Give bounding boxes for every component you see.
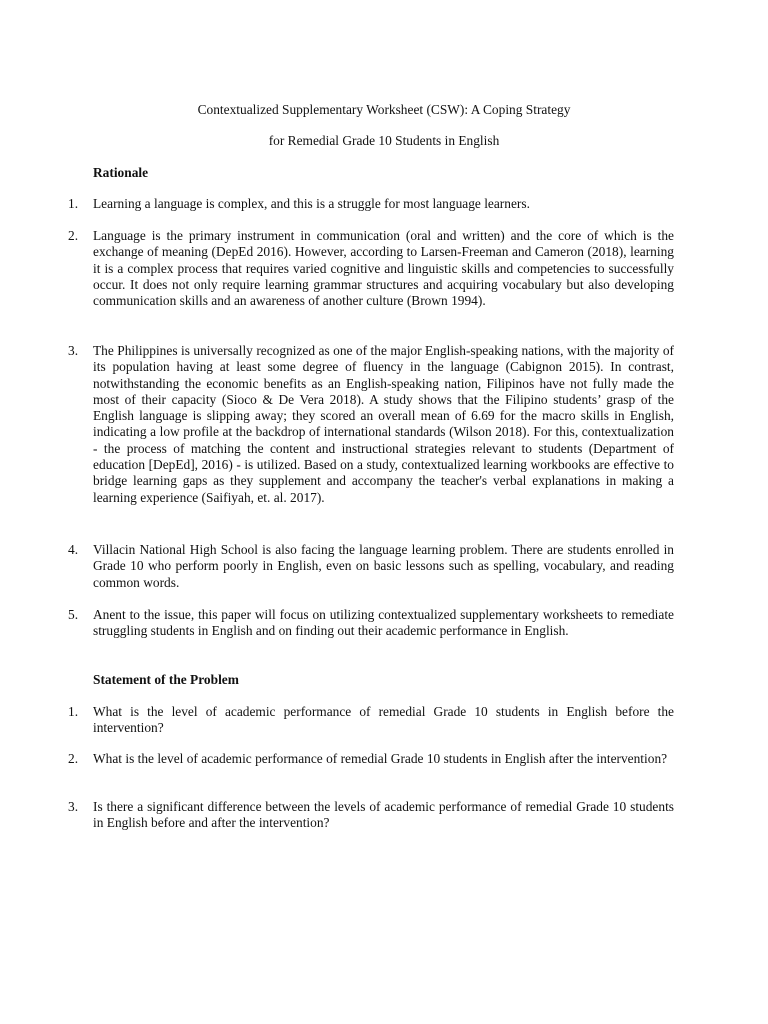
rationale-item: [68, 542, 674, 591]
list-item-text: Is there a significant difference between the levels of academic performance of remedial Grade 10 students in English before and after the intervention?: [93, 799, 674, 831]
list-number: 4.: [68, 542, 79, 557]
list-number: 1.: [68, 196, 79, 211]
list-item-text: What is the level of academic performance of remedial Grade 10 students in English before the intervention?: [93, 704, 674, 736]
list-item-text: Learning a language is complex, and this is a struggle for most language learners.: [93, 196, 530, 211]
list-number: 3.: [68, 799, 79, 814]
problem-item: [68, 704, 674, 737]
statement-of-problem-heading: Statement of the Problem: [93, 672, 239, 687]
rationale-item: [68, 228, 674, 309]
rationale-item: [68, 196, 674, 212]
list-item-text: What is the level of academic performance of remedial Grade 10 students in English after the intervention?: [93, 751, 668, 766]
list-number: 5.: [68, 607, 79, 622]
list-number: 2.: [68, 751, 79, 766]
rationale-item: [68, 607, 674, 640]
document-title-line-1: Contextualized Supplementary Worksheet (CSW): A Coping Strategy: [197, 102, 571, 117]
problem-item: [68, 751, 674, 767]
list-number: 1.: [68, 704, 79, 719]
list-number: 2.: [68, 228, 79, 243]
list-number: 3.: [68, 343, 79, 358]
rationale-heading: Rationale: [93, 165, 149, 180]
list-item-text: Language is the primary instrument in communication (oral and written) and the core of which is the exchange of meaning (DepEd 2016). However, according to Larsen-Freeman and Cameron (2018), learning it is a complex process that requires varied cognitive and linguistic skills and competencies to successfully occur. It does not only require learning grammar structures and acquiring vocabulary but also developing communication skills and an awareness of another culture (Brown 1994).: [93, 228, 674, 309]
list-item-text: Anent to the issue, this paper will focus on utilizing contextualized supplementary worksheets to remediate struggling students in English and on finding out their academic performance in English.: [93, 607, 674, 639]
rationale-item: [68, 343, 674, 506]
document-title-line-2: for Remedial Grade 10 Students in English: [268, 133, 500, 148]
problem-item: [68, 799, 674, 832]
list-item-text: The Philippines is universally recognized as one of the major English-speaking nations, with the majority of its population having at least some degree of fluency in the language (Cabignon 2015). In contrast, notwithstanding the economic benefits as an English-speaking nation, Filipinos have not fully made the most of their capacity (Sioco & De Vera 2018). A study shows that the Filipino students’ grasp of the English language is slipping away; they scored an overall mean of 6.69 for the macro skills in English, indicating a low profile at the backdrop of international standards (Wilson 2018). For this, contextualization - the process of matching the content and instructional strategies relevant to students (Department of education [DepEd], 2016) - is utilized. Based on a study, contextualized learning workbooks are effective to bridge learning gaps as they supplement and accompany the teacher's verbal explanations in making a learning experience (Saifiyah, et. al. 2017).: [93, 343, 674, 505]
list-item-text: Villacin National High School is also facing the language learning problem. There are students enrolled in Grade 10 who perform poorly in English, even on basic lessons such as spelling, vocabulary, and reading common words.: [93, 542, 674, 590]
